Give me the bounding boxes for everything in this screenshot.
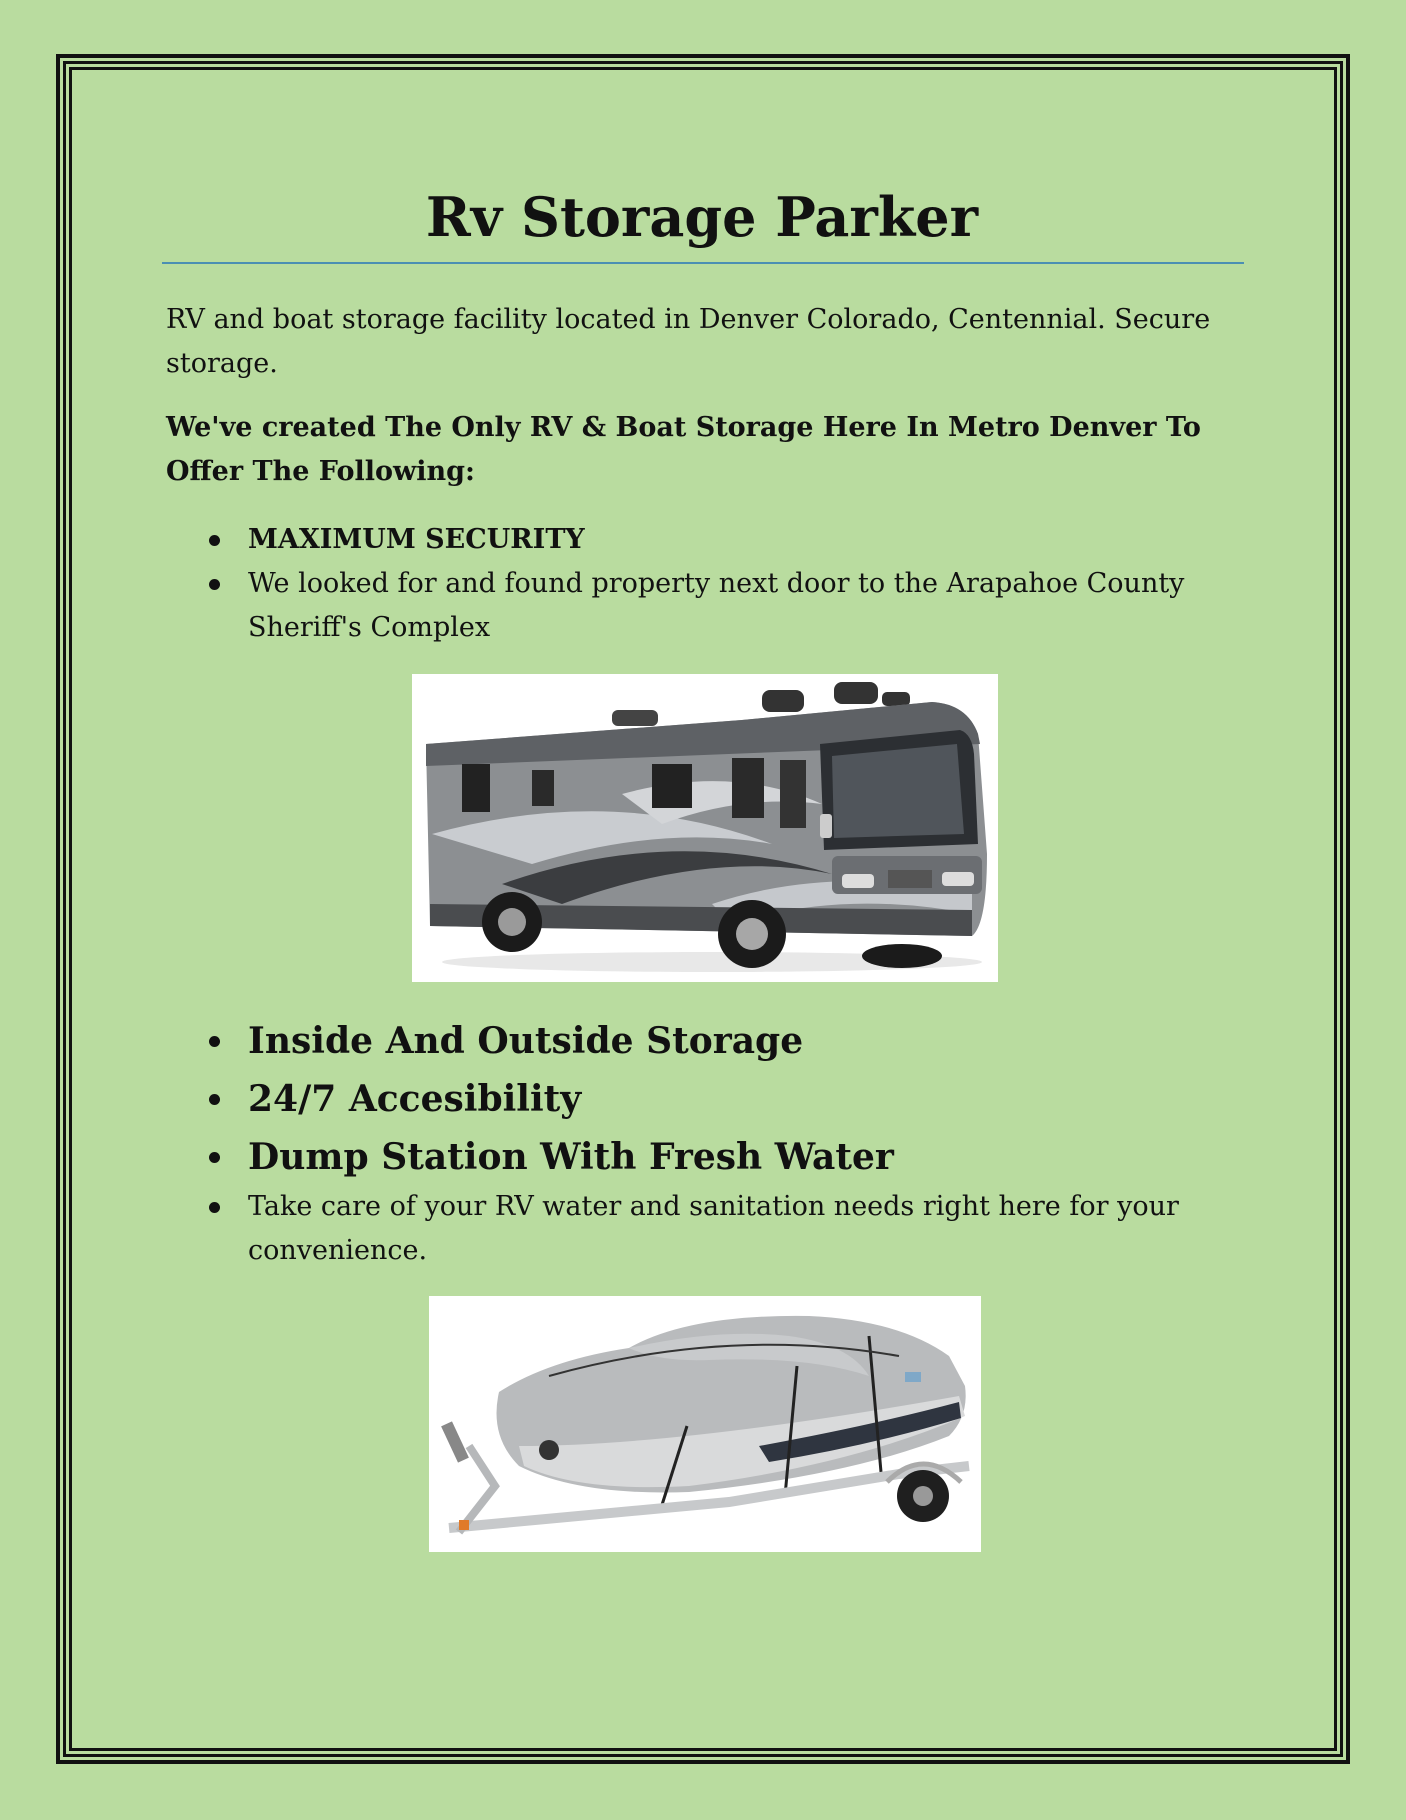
bullet-icon <box>209 1202 220 1213</box>
bullet-icon <box>209 535 220 546</box>
security-list <box>166 518 1226 650</box>
list-item <box>166 1128 1226 1186</box>
list-item <box>166 562 1226 650</box>
bullet-icon <box>209 1094 220 1105</box>
list-item-text: Inside And Outside Storage <box>248 1020 804 1062</box>
list-item <box>166 1070 1226 1128</box>
covered-boat-on-trailer-photo <box>429 1296 981 1552</box>
lead-paragraph: We've created The Only RV & Boat Storage Here In Metro Denver To Offer The Following: <box>166 412 1201 487</box>
rv-motorhome-photo <box>412 674 998 982</box>
bullet-icon <box>209 1152 220 1163</box>
list-item-text: We looked for and found property next door to the Arapahoe County Sheriff's Complex <box>248 568 1185 643</box>
list-item-text: Take care of your RV water and sanitation needs right here for your convenience. <box>248 1191 1179 1266</box>
intro-paragraph: RV and boat storage facility located in Denver Colorado, Centennial. Secure storage. <box>166 304 1211 379</box>
title-underline <box>162 262 1244 264</box>
list-item <box>166 1185 1226 1273</box>
list-item-text: Dump Station With Fresh Water <box>248 1136 894 1178</box>
list-item-text: MAXIMUM SECURITY <box>248 524 585 555</box>
list-item <box>166 1012 1226 1070</box>
page-title: Rv Storage Parker <box>425 185 979 249</box>
list-item-text: 24/7 Accesibility <box>248 1078 582 1120</box>
main-features-list <box>166 1012 1226 1186</box>
sanitation-list <box>166 1185 1226 1273</box>
bullet-icon <box>209 1036 220 1047</box>
list-item <box>166 518 1226 562</box>
bullet-icon <box>209 579 220 590</box>
